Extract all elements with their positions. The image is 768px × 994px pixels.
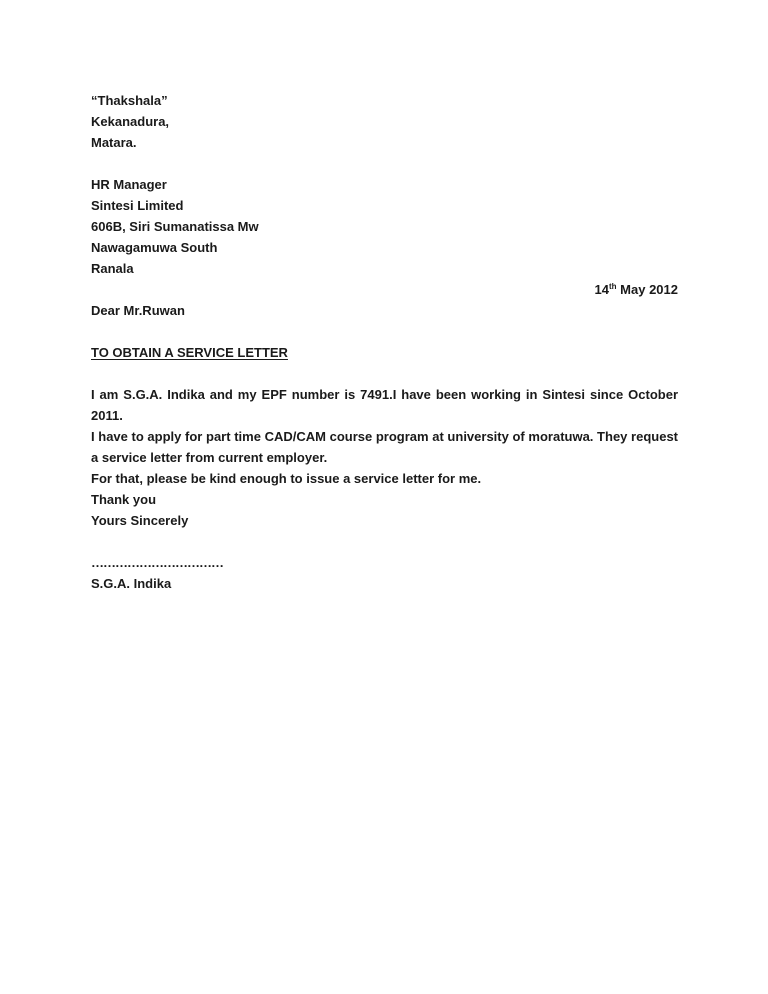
date-suffix: th [608, 282, 617, 291]
sender-city: Matara. [91, 135, 137, 150]
closing: Yours Sincerely [91, 513, 189, 528]
letter-subject: TO OBTAIN A SERVICE LETTER [91, 345, 288, 360]
thanks-line: Thank you [91, 492, 157, 507]
signer-name: S.G.A. Indika [91, 576, 172, 591]
spacer [91, 531, 678, 552]
body-paragraph-3: For that, please be kind enough to issue a service letter for me. [91, 471, 482, 486]
sender-street: Kekanadura, [91, 114, 170, 129]
recipient-address-line3: Ranala [91, 261, 134, 276]
spacer [91, 321, 678, 342]
date-month-year: May 2012 [620, 282, 678, 297]
spacer [91, 363, 678, 384]
recipient-title: HR Manager [91, 177, 167, 192]
recipient-address-line2: Nawagamuwa South [91, 240, 218, 255]
recipient-company: Sintesi Limited [91, 198, 184, 213]
sender-address [91, 90, 678, 153]
salutation: Dear Mr.Ruwan [91, 303, 185, 318]
body-paragraph-1: I am S.G.A. Indika and my EPF number is 7491.I have been working in Sintesi since October 2011. [91, 387, 678, 423]
recipient-address-line1: 606B, Siri Sumanatissa Mw [91, 219, 259, 234]
date-day: 14 [594, 282, 609, 297]
sender-house-name: “Thakshala” [91, 93, 168, 108]
recipient-address [91, 174, 678, 279]
letter-content [91, 90, 678, 594]
letter-date [91, 279, 678, 300]
spacer [91, 153, 678, 174]
signature-line: …………………………… [91, 555, 223, 570]
body-paragraph-2: I have to apply for part time CAD/CAM course program at university of moratuwa. They request a service letter from current employer. [91, 429, 678, 465]
